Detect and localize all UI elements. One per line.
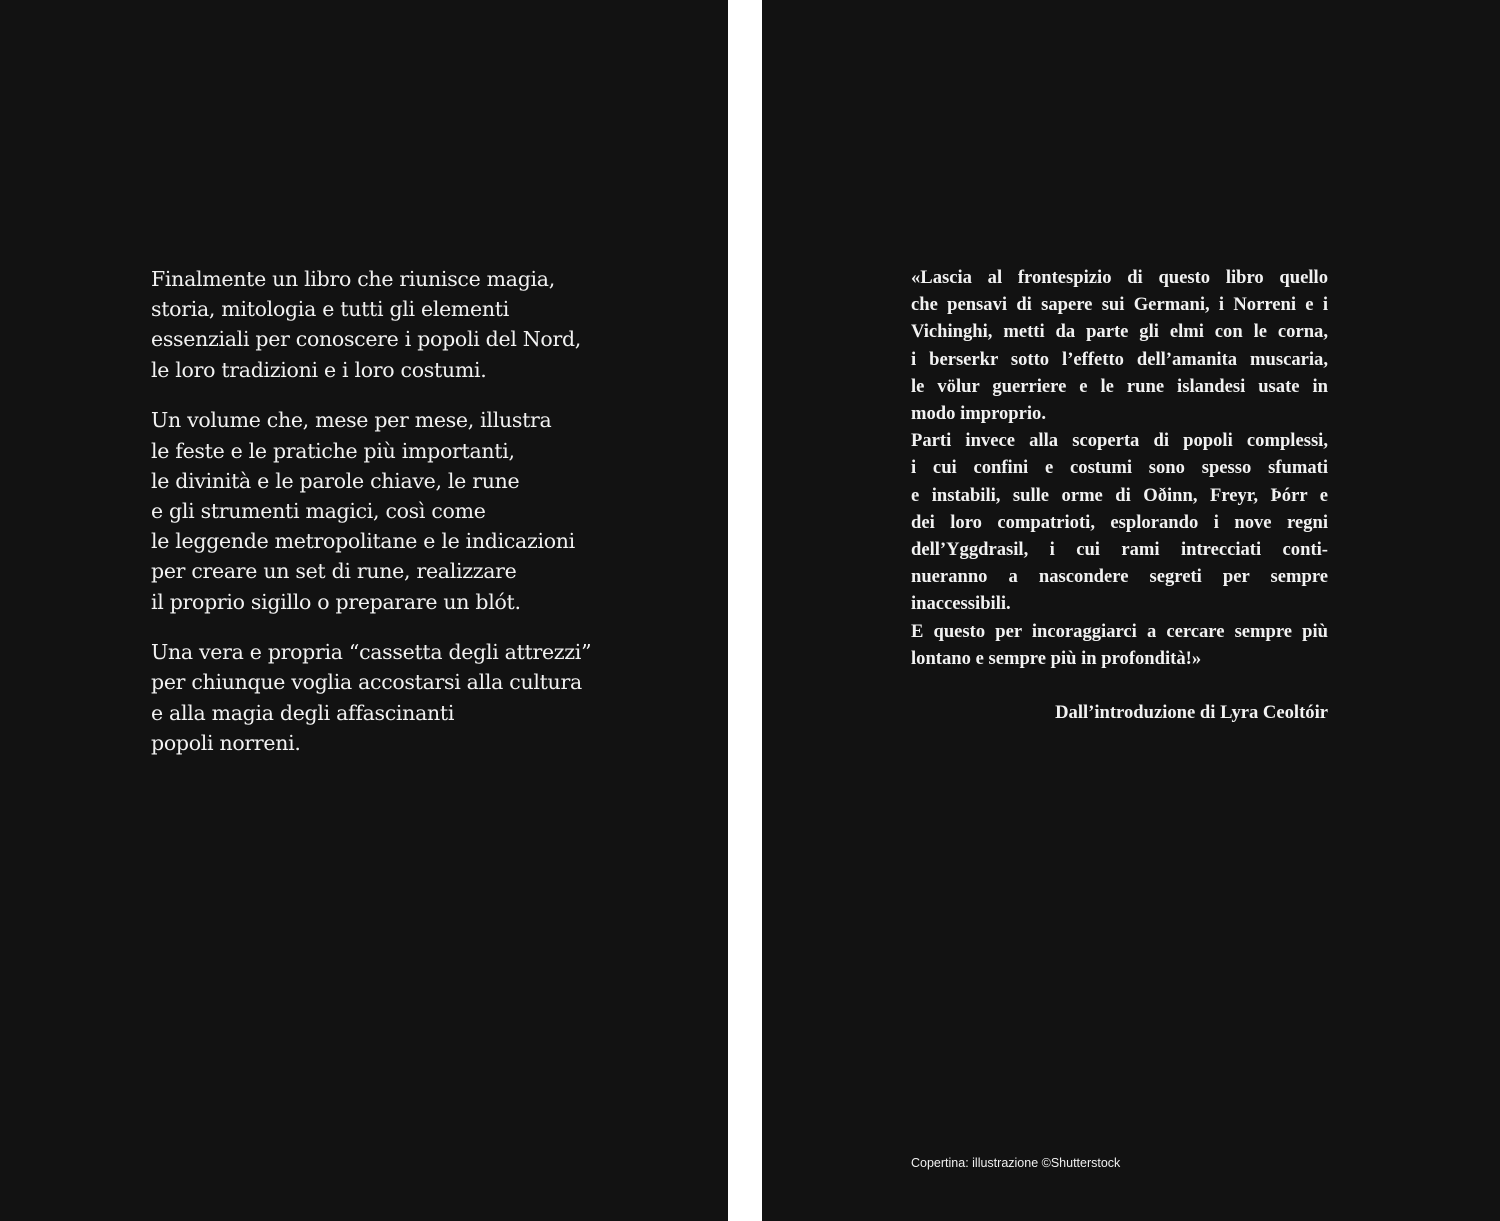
blurb-line: per creare un set di rune, realizzare — [151, 559, 517, 584]
left-cover-panel — [0, 0, 728, 1221]
blurb-line: il proprio sigillo o preparare un blót. — [151, 589, 521, 614]
blurb-paragraph-3 — [151, 637, 592, 758]
quote-line: inaccessibili. — [911, 593, 1011, 615]
quote-line: Parti invece alla scoperta di popoli complessi, — [911, 430, 1328, 452]
blurb-line: e gli strumenti magici, così come — [151, 498, 486, 523]
right-cover-panel — [762, 0, 1500, 1221]
quote-line: e instabili, sulle orme di Oðinn, Freyr, Þórr e — [911, 484, 1328, 506]
quote-line: le völur guerriere e le rune islandesi usate in — [911, 375, 1328, 397]
blurb-line: Finalmente un libro che riunisce magia, — [151, 267, 555, 291]
blurb-paragraph-1 — [151, 264, 581, 385]
quote-attribution: Dall’introduzione di Lyra Ceoltóir — [1055, 702, 1328, 723]
quote-line: che pensavi di sapere sui Germani, i Norreni e i — [911, 294, 1328, 316]
quote-line: modo improprio. — [911, 403, 1046, 425]
blurb-line: Una vera e propria “cassetta degli attrezzi” — [151, 640, 592, 665]
quote-line: Vichinghi, metti da parte gli elmi con le corna, — [911, 321, 1328, 343]
cover-credit: Copertina: illustrazione ©Shutterstock — [911, 1156, 1121, 1170]
blurb-paragraph-2 — [151, 405, 581, 616]
quote-line: E questo per incoraggiarci a cercare sempre più — [911, 620, 1328, 642]
quote-line: nueranno a nascondere segreti per sempre — [911, 566, 1328, 588]
blurb-line: le divinità e le parole chiave, le rune — [151, 468, 520, 493]
blurb-line: e alla magia degli affascinanti — [151, 700, 455, 725]
quote-line: dei loro compatrioti, esplorando i nove regni — [911, 511, 1328, 533]
blurb-line: storia, mitologia e tutti gli elementi — [151, 297, 509, 322]
quote-line: i berserkr sotto l’effetto dell’amanita muscaria, — [911, 348, 1328, 370]
blurb-line: per chiunque voglia accostarsi alla cultura — [151, 670, 582, 695]
quote-line: i cui confini e costumi sono spesso sfumati — [911, 457, 1328, 479]
blurb-line: essenziali per conoscere i popoli del Nord, — [151, 327, 582, 352]
blurb-text — [151, 264, 592, 779]
quote-line: lontano e sempre più in profondità!» — [911, 647, 1202, 669]
quote-line: dell’Yggdrasil, i cui rami intrecciati conti- — [911, 539, 1328, 561]
blurb-line: le leggende metropolitane e le indicazioni — [151, 529, 575, 554]
blurb-line: le loro tradizioni e i loro costumi. — [151, 357, 487, 382]
blurb-line: le feste e le pratiche più importanti, — [151, 438, 515, 463]
blurb-line: popoli norreni. — [151, 730, 301, 755]
quote-line: «Lascia al frontespizio di questo libro quello — [911, 267, 1328, 288]
introduction-quote — [911, 264, 1328, 672]
blurb-line: Un volume che, mese per mese, illustra — [151, 408, 552, 433]
